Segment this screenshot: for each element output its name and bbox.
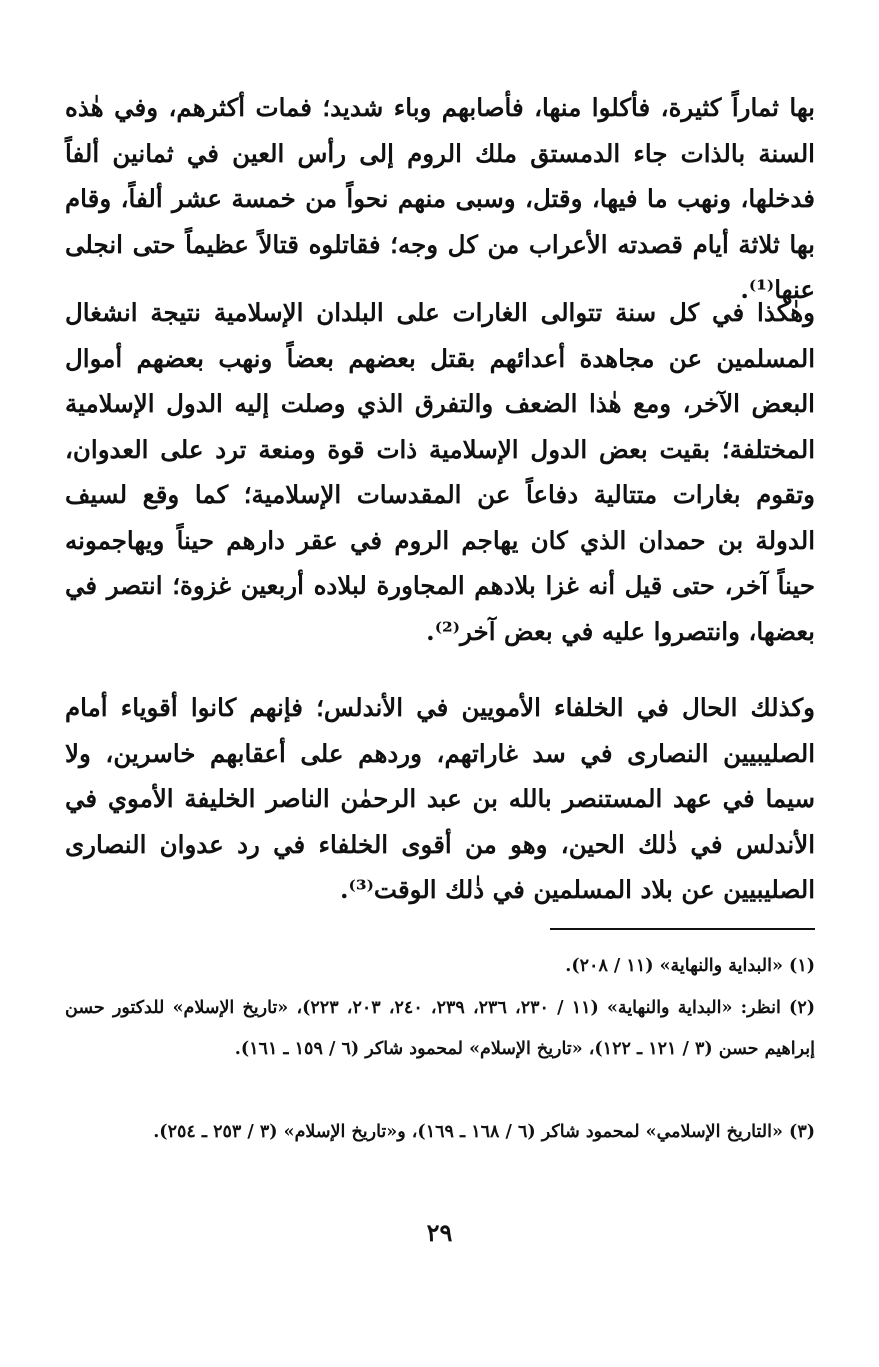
footnote-1: (١) «البداية والنهاية» (١١ / ٢٠٨). [565, 956, 815, 976]
footnote-2: (٢) انظر: «البداية والنهاية» (١١ / ٢٣٠، ٢٣٦، ٢٣٩، ٢٤٠، ٢٠٣، ٢٢٣)، «تاريخ الإسلام» للدكتور حسن إبراهيم حسن (٣ / ١٢١ ـ ١٢٢)، «تاريخ الإسلام» لمحمود شاكر (٦ / ١٥٩ ـ ١٦١). [65, 998, 815, 1059]
body-paragraph-1: بها ثماراً كثيرة، فأكلوا منها، فأصابهم وباء شديد؛ فمات أكثرهم، وفي هٰذه السنة بالذات جاء الدمستق ملك الروم إلى رأس العين في ثمانين ألفاً فدخلها، ونهب ما فيها، وقتل، وسبى منهم نحواً من خمسة عشر ألفاً، وقام بها ثلاثة أيام قصدته الأعراب من كل وجه؛ فقاتلوه قتالاً عظيماً حتى انجلى عنها⁽¹⁾. [65, 93, 815, 304]
body-paragraph-3: وكذلك الحال في الخلفاء الأمويين في الأندلس؛ فإنهم كانوا أقوياء أمام الصليبيين النصارى في سد غاراتهم، وردهم على أعقابهم خاسرين، ولا سيما في عهد المستنصر بالله بن عبد الرحمٰن الناصر الخليفة الأموي في الأندلس في ذٰلك الحين، وهو من أقوى الخلفاء في رد عدوان النصارى الصليبيين عن بلاد المسلمين في ذٰلك الوقت⁽³⁾. [65, 693, 815, 904]
footnote-3: (٣) «التاريخ الإسلامي» لمحمود شاكر (٦ / ١٦٨ ـ ١٦٩)، و«تاريخ الإسلام» (٣ / ٢٥٣ ـ ٢٥٤). [153, 1122, 815, 1142]
body-paragraph-2: وهٰكذا في كل سنة تتوالى الغارات على البلدان الإسلامية نتيجة انشغال المسلمين عن مجاهدة أعدائهم بقتل بعضهم بعضاً ونهب بعضهم أموال البعض الآخر، ومع هٰذا الضعف والتفرق الذي وصلت إليه الدول الإسلامية المختلفة؛ بقيت بعض الدول الإسلامية ذات قوة ومنعة ترد على العدوان، وتقوم بغارات متتالية دفاعاً عن المقدسات الإسلامية؛ كما وقع لسيف الدولة بن حمدان الذي كان يهاجم الروم في عقر دارهم حيناً ويهاجمونه حيناً آخر، حتى قيل أنه غزا بلادهم المجاورة لبلاده أربعين غزوة؛ انتصر في بعضها، وانتصروا عليه في بعض آخر⁽²⁾. [65, 298, 815, 646]
page-number: ٢٩ [426, 1218, 453, 1247]
footnote-separator [550, 928, 815, 930]
